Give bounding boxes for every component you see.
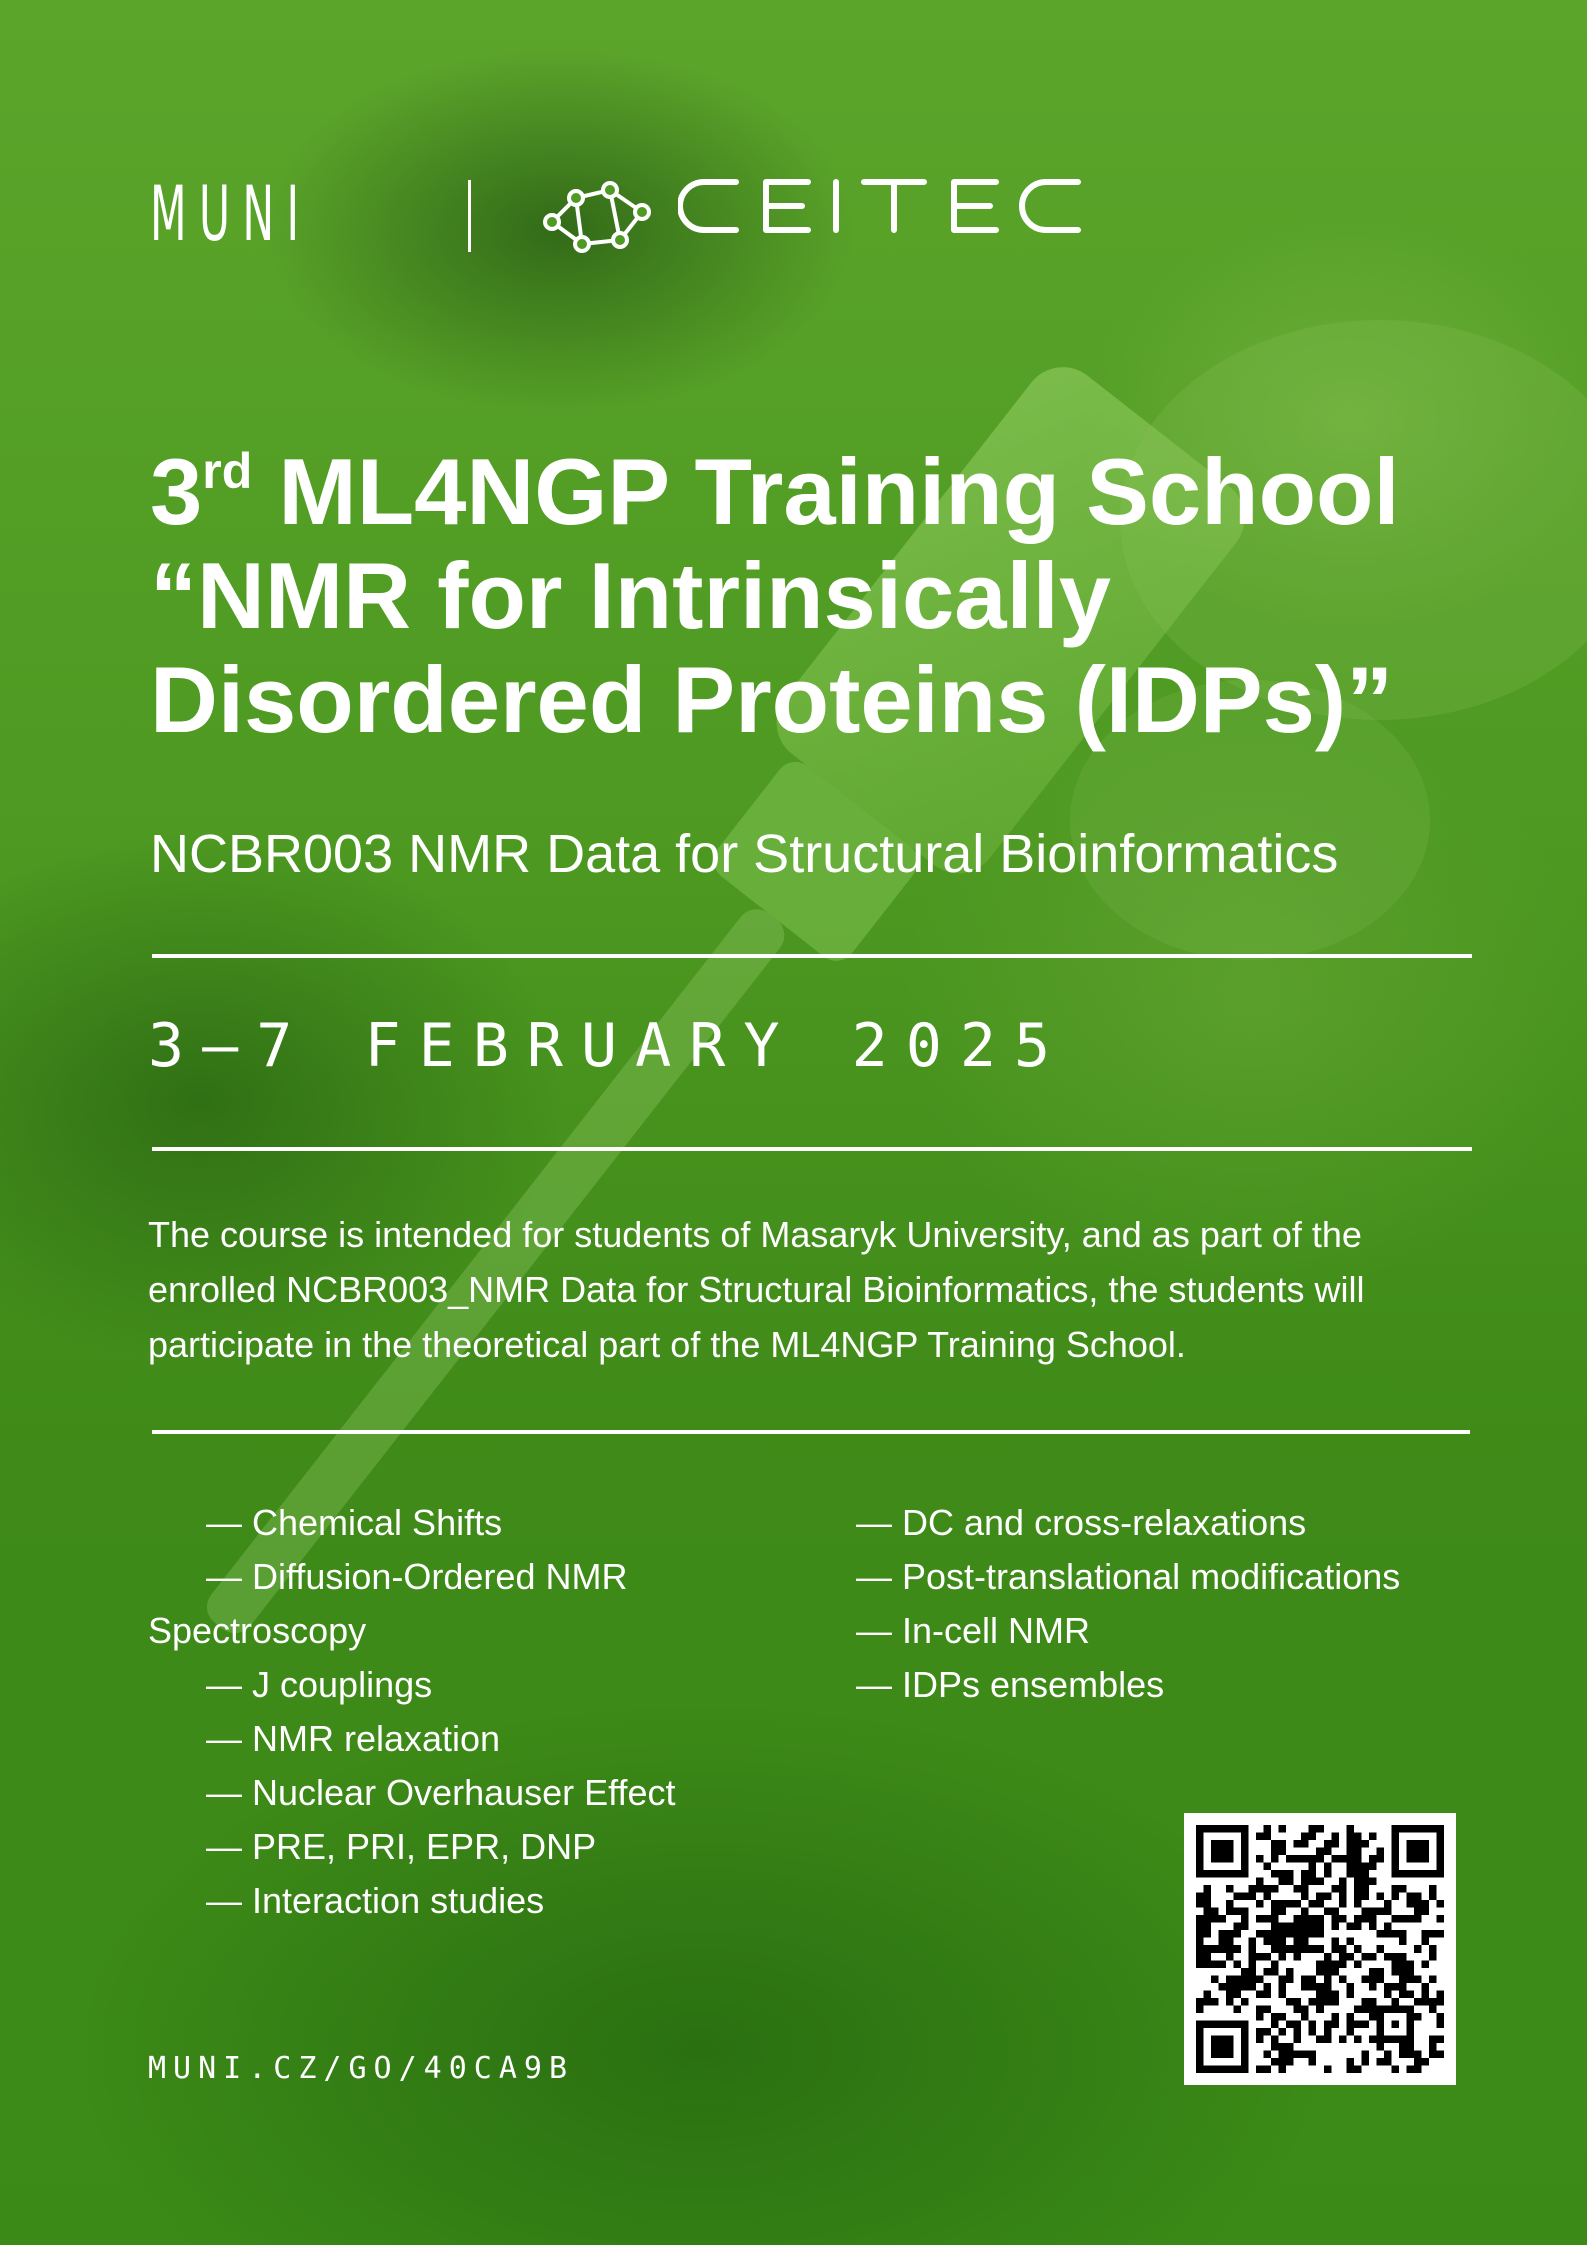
title-line-2: “NMR for Intrinsically (150, 543, 1112, 648)
topic-item: — In-cell NMR (856, 1610, 1091, 1651)
event-date: 3–7 FEBRUARY 2025 (148, 1011, 1069, 1081)
course-subtitle: NCBR003 NMR Data for Structural Bioinformatics (150, 824, 1339, 884)
ceitec-logo (678, 176, 1154, 238)
divider-rule (152, 1147, 1472, 1151)
qr-code-image (1196, 1825, 1444, 2073)
topic-item: — Nuclear Overhauser Effect (206, 1772, 676, 1813)
title-ordinal-suffix: rd (202, 443, 253, 499)
footer-url[interactable]: MUNI.CZ/GO/40CA9B (148, 2051, 575, 2086)
topics-list-right (856, 1496, 1556, 1712)
divider-rule (152, 954, 1472, 958)
topic-item: — DC and cross-relaxations (856, 1502, 1307, 1543)
title-ordinal-number: 3 (150, 439, 203, 544)
topic-item: Spectroscopy (148, 1610, 367, 1651)
topic-item: — J couplings (206, 1664, 433, 1705)
topic-item: — Chemical Shifts (206, 1502, 503, 1543)
logo-divider (468, 180, 471, 252)
event-title (150, 440, 1550, 752)
course-description: The course is intended for students of Masaryk University, and as part of the enrolled NCBR003_NMR Data for Structural Bioinformatics, the students will participate in the theoretical part of the ML4NGP Training School. (148, 1214, 1365, 1365)
topic-item: — Interaction studies (206, 1880, 545, 1921)
topic-item: — Diffusion-Ordered NMR (206, 1556, 628, 1597)
topic-item: — PRE, PRI, EPR, DNP (206, 1826, 597, 1867)
topics-list-left (148, 1496, 766, 1928)
title-line-1 (150, 440, 1550, 544)
divider-rule (152, 1430, 1470, 1434)
title-line-3: Disordered Proteins (IDPs)” (150, 647, 1394, 752)
topic-item: — Post-translational modifications (856, 1556, 1401, 1597)
title-line-1-text: ML4NGP Training School (252, 439, 1400, 544)
qr-code[interactable] (1184, 1813, 1456, 2085)
topic-item: — IDPs ensembles (856, 1664, 1165, 1705)
topic-item: — NMR relaxation (206, 1718, 501, 1759)
muni-logo: MUNI (150, 169, 312, 258)
ceitec-molecule-icon (540, 178, 660, 258)
